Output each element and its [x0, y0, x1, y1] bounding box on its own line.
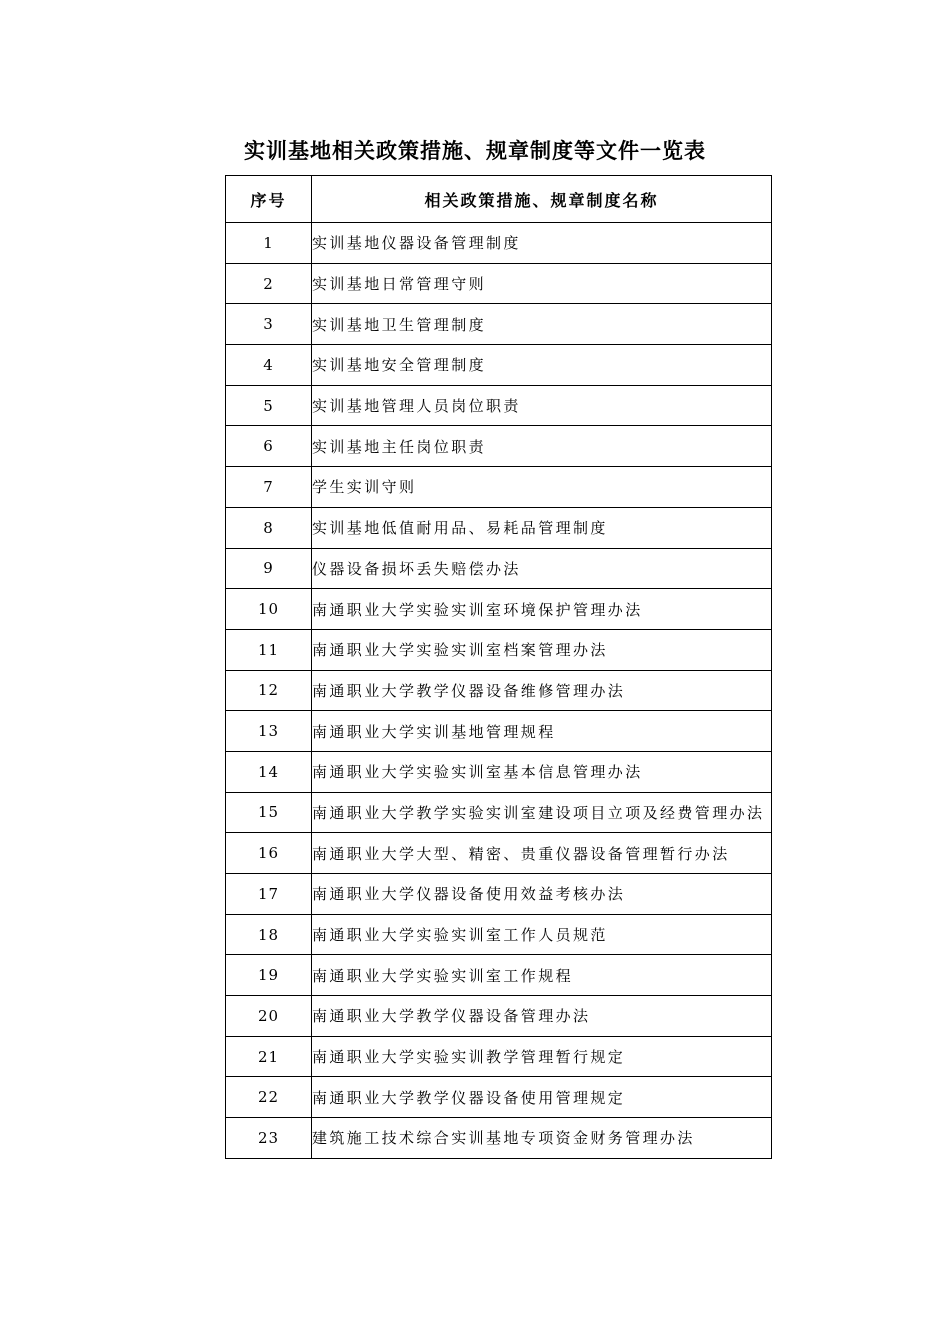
row-serial-number: 3	[226, 304, 312, 345]
row-serial-number: 11	[226, 629, 312, 670]
row-serial-number: 20	[226, 996, 312, 1037]
row-serial-number: 19	[226, 955, 312, 996]
row-document-name: 实训基地日常管理守则	[312, 263, 772, 304]
row-serial-number: 1	[226, 223, 312, 264]
row-serial-number: 5	[226, 385, 312, 426]
row-serial-number: 6	[226, 426, 312, 467]
row-serial-number: 8	[226, 507, 312, 548]
row-serial-number: 21	[226, 1036, 312, 1077]
row-document-name: 南通职业大学教学仪器设备维修管理办法	[312, 670, 772, 711]
row-serial-number: 15	[226, 792, 312, 833]
table-row	[226, 1118, 772, 1159]
table-row	[226, 792, 772, 833]
row-document-name: 南通职业大学教学仪器设备使用管理规定	[312, 1077, 772, 1118]
table-row	[226, 263, 772, 304]
table-row	[226, 1077, 772, 1118]
table-row	[226, 996, 772, 1037]
row-serial-number: 23	[226, 1118, 312, 1159]
table-row	[226, 426, 772, 467]
table-row	[226, 955, 772, 996]
row-serial-number: 4	[226, 345, 312, 386]
row-document-name: 南通职业大学实验实训室档案管理办法	[312, 629, 772, 670]
row-serial-number: 18	[226, 914, 312, 955]
row-serial-number: 16	[226, 833, 312, 874]
table-row	[226, 223, 772, 264]
row-document-name: 仪器设备损坏丢失赔偿办法	[312, 548, 772, 589]
row-document-name: 实训基地低值耐用品、易耗品管理制度	[312, 507, 772, 548]
table-row	[226, 629, 772, 670]
table-row	[226, 751, 772, 792]
table-row	[226, 589, 772, 630]
table-row	[226, 670, 772, 711]
table-row	[226, 385, 772, 426]
documents-table	[225, 175, 772, 1159]
row-document-name: 南通职业大学实验实训室环境保护管理办法	[312, 589, 772, 630]
row-document-name: 南通职业大学大型、精密、贵重仪器设备管理暂行办法	[312, 833, 772, 874]
row-document-name: 南通职业大学实验实训教学管理暂行规定	[312, 1036, 772, 1077]
table-body	[226, 223, 772, 1159]
header-document-name: 相关政策措施、规章制度名称	[312, 176, 772, 223]
row-serial-number: 13	[226, 711, 312, 752]
row-serial-number: 14	[226, 751, 312, 792]
table-row	[226, 507, 772, 548]
row-serial-number: 12	[226, 670, 312, 711]
row-serial-number: 2	[226, 263, 312, 304]
row-document-name: 实训基地安全管理制度	[312, 345, 772, 386]
table-header-row	[226, 176, 772, 223]
table-row	[226, 304, 772, 345]
row-serial-number: 10	[226, 589, 312, 630]
table-row	[226, 467, 772, 508]
page-title: 实训基地相关政策措施、规章制度等文件一览表	[244, 139, 706, 163]
row-document-name: 建筑施工技术综合实训基地专项资金财务管理办法	[312, 1118, 772, 1159]
row-serial-number: 7	[226, 467, 312, 508]
row-document-name: 实训基地卫生管理制度	[312, 304, 772, 345]
row-serial-number: 22	[226, 1077, 312, 1118]
table-row	[226, 833, 772, 874]
row-document-name: 实训基地管理人员岗位职责	[312, 385, 772, 426]
table-row	[226, 711, 772, 752]
row-serial-number: 17	[226, 874, 312, 915]
row-document-name: 南通职业大学教学实验实训室建设项目立项及经费管理办法	[312, 792, 772, 833]
row-document-name: 实训基地仪器设备管理制度	[312, 223, 772, 264]
row-document-name: 南通职业大学实验实训室工作人员规范	[312, 914, 772, 955]
table-row	[226, 874, 772, 915]
row-document-name: 南通职业大学实训基地管理规程	[312, 711, 772, 752]
table-row	[226, 548, 772, 589]
row-document-name: 南通职业大学实验实训室工作规程	[312, 955, 772, 996]
row-document-name: 南通职业大学实验实训室基本信息管理办法	[312, 751, 772, 792]
header-serial-number: 序号	[226, 176, 312, 223]
table-row	[226, 1036, 772, 1077]
row-document-name: 南通职业大学教学仪器设备管理办法	[312, 996, 772, 1037]
row-serial-number: 9	[226, 548, 312, 589]
row-document-name: 南通职业大学仪器设备使用效益考核办法	[312, 874, 772, 915]
table-row	[226, 914, 772, 955]
table-row	[226, 345, 772, 386]
row-document-name: 学生实训守则	[312, 467, 772, 508]
row-document-name: 实训基地主任岗位职责	[312, 426, 772, 467]
